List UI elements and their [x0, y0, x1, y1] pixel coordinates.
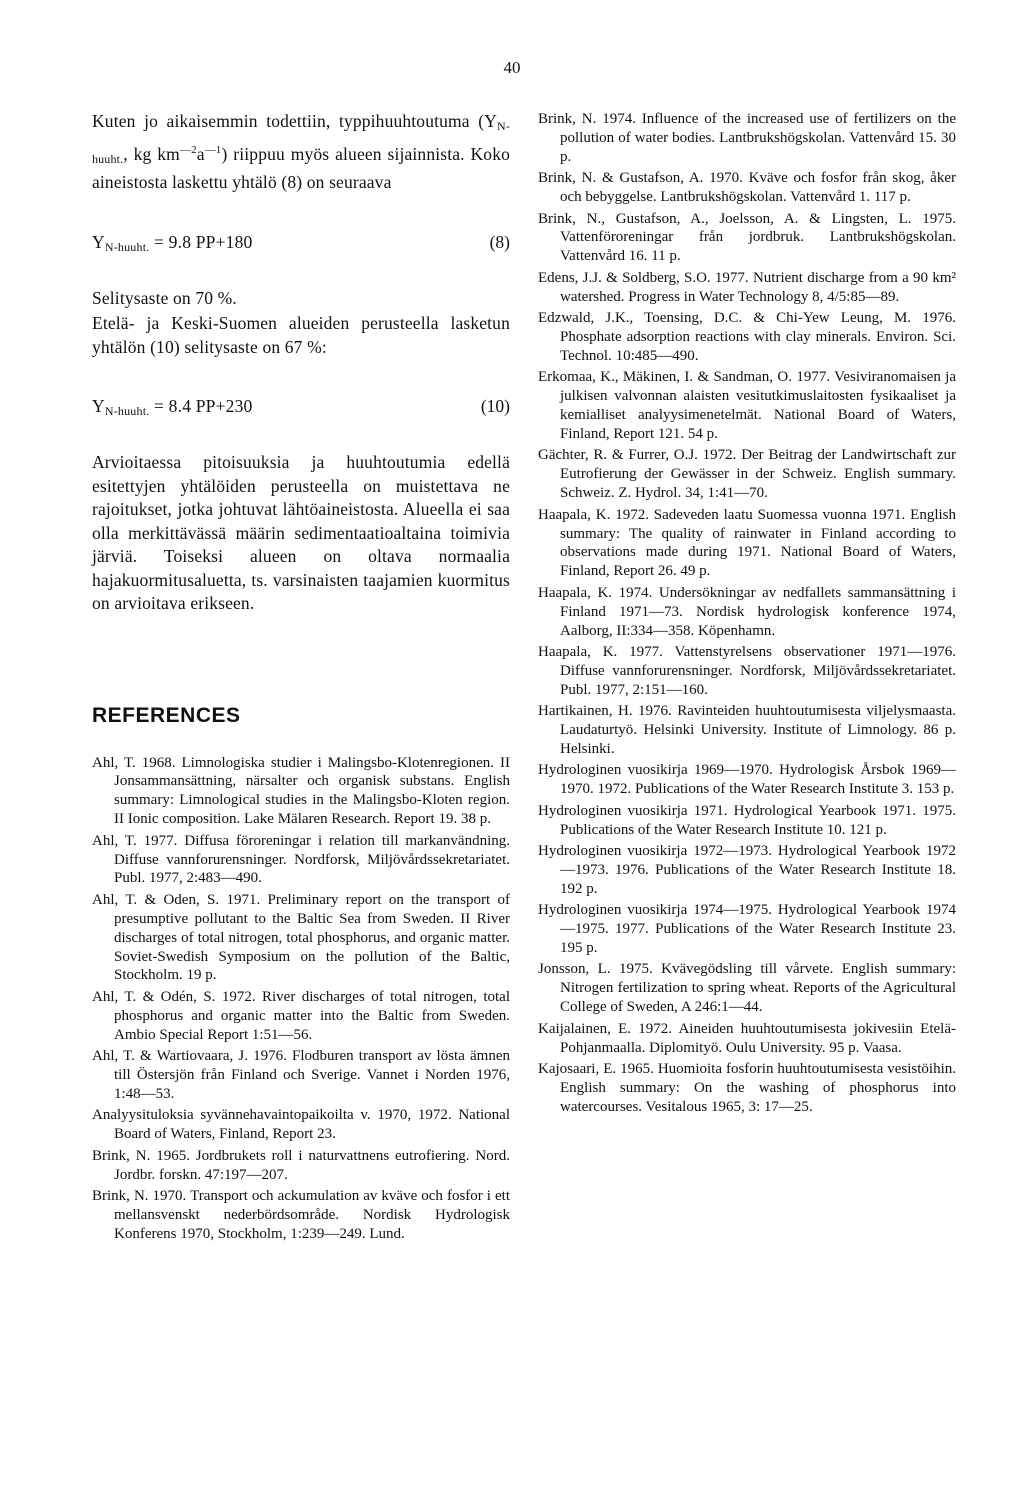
- reference-entry: Hydrologinen vuosikirja 1971. Hydrological Yearbook 1971. 1975. Publications of the Water Research Institute 10. 121 p.: [538, 802, 956, 838]
- paragraph-nitrogen-leaching: [92, 110, 510, 195]
- unit-superscript: —1: [204, 143, 222, 156]
- reference-entry: Brink, N., Gustafson, A., Joelsson, A. & Lingsten, L. 1975. Vattenföroreningar från jordbruk. Lantbrukshögskolan. Vattenvård 16. 11 p.: [538, 210, 956, 265]
- paragraph-text: ) riippuu myös alueen sijainnista. Koko aineistosta laskettu yhtälö (8) on seuraava: [92, 143, 510, 192]
- unit-superscript: —2: [179, 143, 197, 156]
- reference-entry: Hydrologinen vuosikirja 1974—1975. Hydrological Yearbook 1974—1975. 1977. Publications of the Water Research Institute 23. 195 p.: [538, 902, 956, 957]
- paragraph-text: Kuten jo aikaisemmin todettiin, typpihuuhtoutuma (: [92, 111, 485, 131]
- variable-subscript: N-huuht.: [92, 119, 510, 166]
- reference-entry: Gächter, R. & Furrer, O.J. 1972. Der Beitrag der Landwirtschaft zur Eutrofierung der Gewässer in der Schweiz. English summary. Schweiz. Z. Hydrol. 34, 1:41—70.: [538, 447, 956, 502]
- right-column: [538, 110, 956, 1119]
- reference-entry: Haapala, K. 1977. Vattenstyrelsens observationer 1971—1976. Diffuse vannforurensninger. Nordforsk, Miljövårdssekretariatet. Publ. 1977, 2:151—160.: [538, 643, 956, 698]
- equation-10: [92, 395, 510, 423]
- reference-entry: Brink, N. 1970. Transport och ackumulation av kväve och fosfor i ett mellansvenskt nederbördsområde. Nordisk Hydrologisk Konferens 1970, Stockholm, 1:239—249. Lund.: [92, 1187, 510, 1242]
- reference-entry: Ahl, T. & Odén, S. 1972. River discharges of total nitrogen, total phosphorus and organic matter into the Baltic from Sweden. Ambio Special Report 1:51—56.: [92, 988, 510, 1043]
- equation-variable: Y: [92, 231, 105, 252]
- equation-number: (10): [480, 396, 510, 416]
- reference-entry: Brink, N. & Gustafson, A. 1970. Kväve och fosfor från skog, åker och bebyggelse. Lantbrukshögskolan. Vattenvård 1. 117 p.: [538, 170, 956, 206]
- reference-entry: Haapala, K. 1972. Sadeveden laatu Suomessa vuonna 1971. English summary: The quality of rainwater in Finland according to observations made during 1971. National Board of Waters, Finland, Report 26. 49 p.: [538, 506, 956, 580]
- references-list-right: [538, 110, 956, 1117]
- reference-entry: Kajosaari, E. 1965. Huomioita fosforin huuhtoutumisesta vesistöihin. English summary: On the washing of phosphorus into watercourses. Vesitalous 1965, 3: 17—25.: [538, 1061, 956, 1115]
- equation-subscript: N-huuht.: [104, 404, 150, 418]
- paragraph-limitations: Arvioitaessa pitoisuuksia ja huuhtoutumia edellä esitettyjen yhtälöiden perusteella on muistettava ne rajoitukset, jotka johtuvat lähtöaineistosta. Alueella ei saa olla merkittävässä määrin sedimentaatioaltaina toimivia järviä. Toiseksi alueen on oltava normaalia hajakuormitusaluetta, ts. varsinaisten taajamien kuormitus on arvioitava erikseen.: [92, 452, 510, 613]
- reference-entry: Hydrologinen vuosikirja 1969—1970. Hydrologisk Årsbok 1969—1970. 1972. Publications of the Water Research Institute 3. 153 p.: [538, 762, 956, 798]
- variable-y: Y: [484, 111, 498, 131]
- reference-entry: Edzwald, J.K., Toensing, D.C. & Chi-Yew Leung, M. 1976. Phosphate adsorption reactions with clay minerals. Environ. Sci. Technol. 10:485—490.: [538, 310, 956, 364]
- equation-rhs: = 9.8 PP+180: [149, 231, 253, 252]
- reference-entry: Brink, N. 1974. Influence of the increased use of fertilizers on the pollution of water bodies. Lantbrukshögskolan. Vattenvård 15. 30 p.: [538, 111, 956, 165]
- reference-entry: Kaijalainen, E. 1972. Aineiden huuhtoutumisesta jokivesiin Etelä-Pohjanmaalla. Diplomityö. Oulu University. 95 p. Vaasa.: [538, 1020, 956, 1056]
- equation-number: (8): [489, 231, 510, 252]
- reference-entry: Hartikainen, H. 1976. Ravinteiden huuhtoutumisesta viljelysmaasta. Laudaturtyö. Helsinki University. Institute of Limnology. 86 p. Helsinki.: [538, 703, 956, 757]
- reference-entry: Ahl, T. & Wartiovaara, J. 1976. Flodburen transport av lösta ämnen till Östersjön från Finland och Sverige. Vannet i Norden 1976, 1:48—53.: [92, 1048, 510, 1102]
- reference-entry: Analyysituloksia syvännehavaintopaikoilta v. 1970, 1972. National Board of Waters, Finland, Report 23.: [92, 1107, 510, 1143]
- reference-entry: Ahl, T. 1977. Diffusa föroreningar i relation till markanvändning. Diffuse vannforurensninger. Nordforsk, Miljövårdssekretariatet. Publ. 1977, 2:483—490.: [92, 832, 510, 887]
- equation-rhs: = 8.4 PP+230: [149, 396, 253, 416]
- reference-entry: Brink, N. 1965. Jordbrukets roll i naturvattnens eutrofiering. Nord. Jordbr. forskn. 47:197—207.: [92, 1147, 510, 1183]
- equation-variable: Y: [92, 396, 105, 416]
- equation-formula: [92, 231, 253, 259]
- equation-formula: [92, 395, 253, 423]
- reference-entry: Hydrologinen vuosikirja 1972—1973. Hydrological Yearbook 1972—1973. 1976. Publications of the Water Research Institute 18. 192 p.: [538, 843, 956, 897]
- paragraph-south-central: Etelä- ja Keski-Suomen alueiden perusteella lasketun yhtälön (10) selitysaste on 67 %:: [92, 313, 510, 357]
- unit-text: a: [196, 143, 205, 164]
- reference-entry: Jonsson, L. 1975. Kvävegödsling till vårvete. English summary: Nitrogen fertilization to spring wheat. Reports of the Agricultural College of Sweden, A 246:1—44.: [538, 961, 956, 1016]
- reference-entry: Edens, J.J. & Soldberg, S.O. 1977. Nutrient discharge from a 90 km² watershed. Progress in Water Technology 8, 4/5:85—89.: [538, 269, 956, 305]
- reference-entry: Ahl, T. 1968. Limnologiska studier i Malingsbo-Klotenregionen. II Jonsammansättning, närsalter och organisk substans. English summary: Limnological studies in the Malingsbo-Kloten region. II Ionic composition. Lake Mälaren Research. Report 19. 38 p.: [92, 754, 510, 828]
- references-list-left: [92, 754, 510, 1244]
- references-heading: REFERENCES: [92, 703, 241, 727]
- equation-8: [92, 231, 510, 259]
- reference-entry: Ahl, T. & Oden, S. 1971. Preliminary report on the transport of presumptive pollutant to the Baltic Sea from Sweden. II River discharges of total nitrogen, total phosphorus, and organic matter. Soviet-Swedish Symposium on the pollution of the Baltic, Stockholm. 19 p.: [92, 891, 510, 984]
- reference-entry: Erkomaa, K., Mäkinen, I. & Sandman, O. 1977. Vesiviranomaisen ja julkisen valvonnan alaisten vesitutkimuslaitosten fysikaaliset ja kemialliset analyysimenetelmät. National Board of Waters, Finland, Report 121. 54 p.: [538, 369, 956, 442]
- page-number: 40: [503, 58, 521, 77]
- equation-subscript: N-huuht.: [104, 239, 150, 254]
- unit-text: , kg km: [123, 143, 180, 164]
- left-column: [92, 110, 510, 1246]
- reference-entry: Haapala, K. 1974. Undersökningar av nedfallets sammansättning i Finland 1971—73. Nordisk hydrologisk konference 1974, Aalborg, II:334—358. Köpenhamn.: [538, 584, 956, 639]
- paragraph-explanation-rate: Selitysaste on 70 %.: [92, 287, 237, 308]
